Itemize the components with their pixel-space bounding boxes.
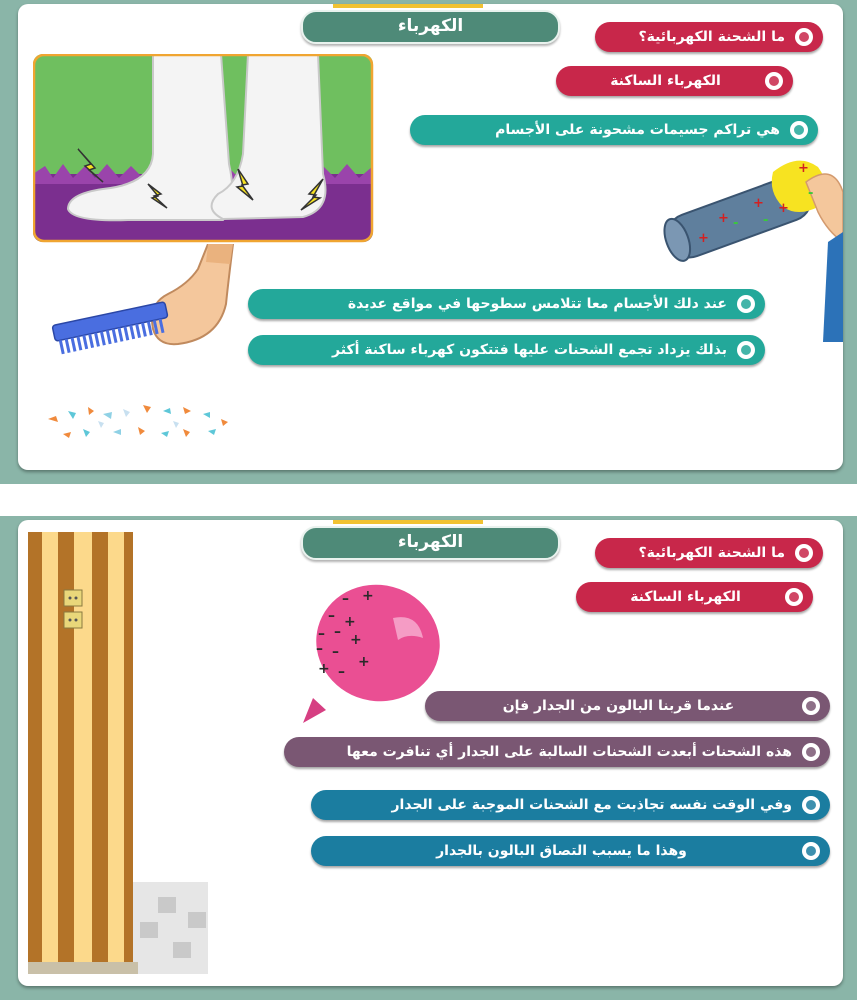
bullet-icon [785, 588, 803, 606]
svg-text:–: – [332, 644, 339, 660]
title-accent-bar [333, 520, 483, 524]
line-sticking-label: وهذا ما يسبب التصاق البالون بالجدار [436, 843, 687, 859]
svg-text:–: – [318, 626, 325, 642]
svg-text:-: - [808, 186, 814, 201]
bullet-icon [737, 341, 755, 359]
bullet-icon [795, 28, 813, 46]
point-accumulation-label: بذلك يزداد تجمع الشحنات عليها فتتكون كهرباء ساكنة أكثر [332, 342, 727, 358]
bullet-icon [802, 796, 820, 814]
svg-text:–: – [338, 664, 345, 680]
svg-text:–: – [316, 641, 323, 657]
svg-text:+: + [718, 211, 729, 226]
point-rubbing-label: عند دلك الأجسام معا تتلامس سطوحها في مواقع عديدة [347, 296, 727, 312]
bullet-icon [802, 842, 820, 860]
bullet-icon [795, 544, 813, 562]
slide-content-area [18, 520, 843, 986]
slide-static-electricity-1 [0, 0, 857, 484]
topic-button[interactable] [556, 66, 793, 96]
paper-bits-image [43, 399, 233, 449]
svg-text:+: + [358, 654, 370, 670]
definition-button[interactable] [410, 115, 818, 145]
line-balloon-near-wall-button[interactable] [425, 691, 830, 721]
question-label: ما الشحنة الكهربائية؟ [638, 545, 785, 561]
line-repulsion-button[interactable] [284, 737, 830, 767]
bullet-icon [790, 121, 808, 139]
hand-with-comb-image [48, 244, 248, 364]
bullet-icon [802, 743, 820, 761]
svg-text:–: – [342, 591, 349, 607]
bullet-icon [737, 295, 755, 313]
svg-text:–: – [328, 608, 335, 624]
topic-label: الكهرباء الساكنة [610, 73, 721, 89]
slide-separator [0, 484, 857, 516]
slide-title: الكهرباء [301, 10, 560, 44]
bullet-icon [802, 697, 820, 715]
line-balloon-near-wall-label: عندما قربنا البالون من الجدار فإن [502, 698, 735, 714]
question-button[interactable] [595, 22, 823, 52]
svg-text:-: - [733, 216, 739, 231]
svg-text:+: + [698, 231, 709, 246]
point-accumulation-button[interactable] [248, 335, 765, 365]
feet-on-carpet-image [33, 54, 375, 244]
svg-text:-: - [763, 213, 769, 228]
slide-content-area [18, 4, 843, 470]
svg-text:+: + [798, 161, 809, 176]
title-accent-bar [333, 4, 483, 8]
svg-text:+: + [753, 196, 764, 211]
wall-image [28, 532, 208, 986]
svg-text:+: + [350, 632, 362, 648]
svg-text:+: + [318, 661, 330, 677]
line-attraction-label: وفي الوقت نفسه تجاذبت مع الشحنات الموجبة على الجدار [391, 797, 792, 813]
bullet-icon [765, 72, 783, 90]
line-repulsion-label: هذه الشحنات أبعدت الشحنات السالبة على الجدار أي تنافرت معها [346, 744, 792, 760]
svg-text:+: + [362, 588, 374, 604]
slide-static-electricity-2 [0, 516, 857, 1000]
question-label: ما الشحنة الكهربائية؟ [638, 29, 785, 45]
point-rubbing-button[interactable] [248, 289, 765, 319]
line-attraction-button[interactable] [311, 790, 830, 820]
svg-text:+: + [344, 614, 356, 630]
slide-title: الكهرباء [301, 526, 560, 560]
topic-label: الكهرباء الساكنة [630, 589, 741, 605]
definition-label: هي تراكم جسيمات مشحونة على الأجسام [495, 122, 780, 138]
question-button[interactable] [595, 538, 823, 568]
topic-button[interactable] [576, 582, 813, 612]
outlet-icon [64, 590, 82, 606]
svg-text:+: + [778, 201, 789, 216]
svg-text:–: – [334, 624, 341, 640]
line-sticking-button[interactable] [311, 836, 830, 866]
outlet-icon [64, 612, 82, 628]
